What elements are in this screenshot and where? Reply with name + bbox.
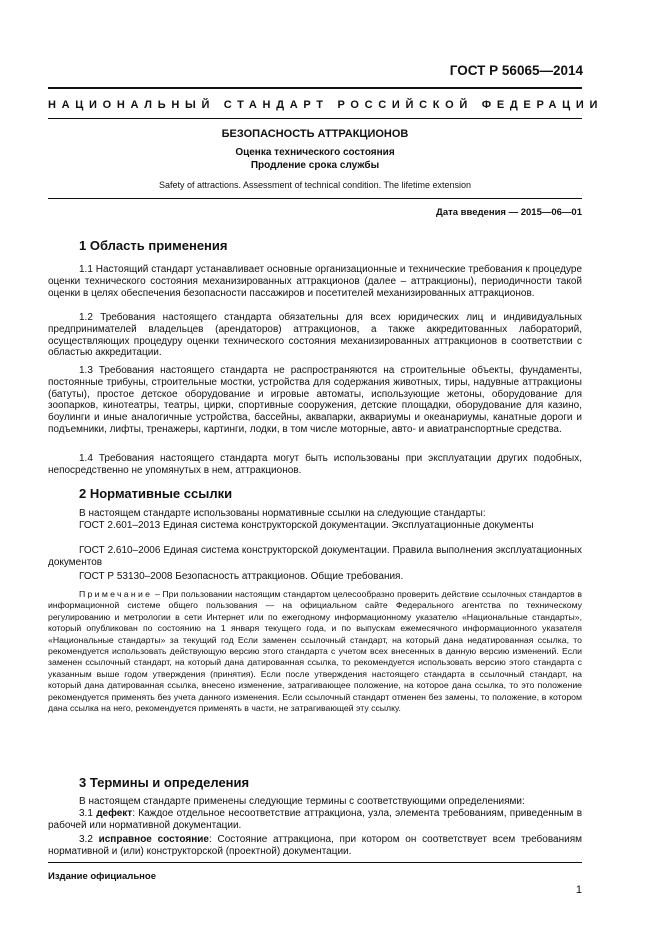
term-serviceable-state <box>48 834 582 858</box>
document-title: БЕЗОПАСНОСТЬ АТТРАКЦИОНОВ <box>221 128 409 140</box>
edition-label: Издание официальное <box>48 871 156 882</box>
document-subtitle-1: Оценка технического состояния <box>235 147 395 158</box>
reference-gost-2-601: ГОСТ 2.601–2013 Единая система конструкторской документации. Эксплуатационные документы <box>79 520 534 531</box>
section-3-heading: 3 Термины и определения <box>79 775 250 790</box>
term-definition: : Состояние аттракциона, при котором он соответствует всем требованиям нормативной и (или) конструкторской (проектной) документации. <box>48 834 582 857</box>
paragraph-1-4: 1.4 Требования настоящего стандарта могут быть использованы при эксплуатации других подобных, непосредственно не упомянутых в нем, аттракционов. <box>48 453 582 476</box>
english-title: Safety of attractions. Assessment of technical condition. The lifetime extension <box>159 180 471 190</box>
term-name: дефект <box>96 808 133 819</box>
national-standard-banner: НАЦИОНАЛЬНЫЙ СТАНДАРТ РОССИЙСКОЙ ФЕДЕРАЦИИ <box>48 99 604 111</box>
note-text: – При пользовании настоящим стандартом целесообразно проверить действие ссылочных стандартов в информационной системе общего пользования — на официальном сайте Федерального агентства по техническому регулированию и метрологии в сети Интернет или по ежегодному информационному указателю «Национальные стандарты», который опубликован по состоянию на 1 января текущего года, и по выпускам ежемесячного информационного указателя «Национальные стандарты» за текущий год Если заменен ссылочный стандарт, на который дана недатированная ссылка, то рекомендуется использовать действующую версию этого стандарта с учетом всех внесенных в данную версию изменений. Если заменен ссылочный стандарт, на который дана датированная ссылка, то рекомендуется использовать версию этого стандарта с указанным выше годом утверждения (принятия). Если после утверждения настоящего стандарта в ссылочный стандарт, на который дана датированная ссылка, внесено изменение, затрагивающее положение, на которое дана ссылка, то это положение рекомендуется применять без учета данного изменения. Если ссылочный стандарт отменен без замены, то положение, в котором дана ссылка на него, рекомендуется применять в части, не затрагивающей эту ссылку. <box>48 589 582 714</box>
footer-rule <box>48 862 582 863</box>
term-defect <box>48 808 582 832</box>
section-2-heading: 2 Нормативные ссылки <box>79 486 233 501</box>
paragraph-1-2: 1.2 Требования настоящего стандарта обязательны для всех юридических лиц и индивидуальных предпринимателей владельцев (арендаторов) аттракционов, а также аккредитованных лабораторий, осуществляющих процедуру оценки технического состояния механизированных аттракционов в соответствии с областью аккредитации. <box>48 312 582 359</box>
term-number: 3.2 <box>79 834 99 845</box>
title-rule <box>48 198 582 199</box>
introduction-date: Дата введения — 2015—06—01 <box>436 207 582 218</box>
paragraph-1-3: 1.3 Требования настоящего стандарта не распространяются на строительные объекты, фундаменты, постоянные трибуны, строительные мостки, устройства для содержания животных, тиры, надувные аттракционы (батуты), простое детское оборудование и игровые автоматы, использующие жетоны, оборудование для зоопарков, кинотеатры, театры, цирки, спортивные сооружения, детские площадки, оборудование для казино, боулинги и иные аналогичные устройства, бассейны, аквапарки, аквариумы и океанариумы, канатные дороги и подъемники, лифты, тренажеры, картинги, лодки, в том числе моторные, авто- и авиатранспортные средства. <box>48 365 582 435</box>
note-label: Примечание <box>79 589 153 599</box>
document-subtitle-2: Продление срока службы <box>250 160 380 171</box>
header-rule-thin <box>48 118 582 119</box>
terms-intro: В настоящем стандарте применены следующие термины с соответствующими определениями: <box>79 796 525 807</box>
header-rule-thick <box>48 87 582 89</box>
term-name: исправное состояние <box>98 834 209 845</box>
term-definition: : Каждое отдельное несоответствие аттракциона, узла, элемента требованиям, приведенным в рабочей или нормативной документации. <box>48 808 583 831</box>
section-1-heading: 1 Область применения <box>79 238 228 253</box>
standard-number: ГОСТ Р 56065—2014 <box>449 63 583 78</box>
references-note <box>48 589 582 714</box>
page-number: 1 <box>575 884 582 896</box>
reference-gost-r-53130: ГОСТ Р 53130–2008 Безопасность аттракционов. Общие требования. <box>79 571 404 582</box>
reference-gost-2-610: ГОСТ 2.610–2006 Единая система конструкторской документации. Правила выполнения эксплуатационных документов <box>48 545 582 568</box>
term-number: 3.1 <box>79 808 97 819</box>
paragraph-1-1: 1.1 Настоящий стандарт устанавливает основные организационные и технические требования к процедуре оценки технического состояния механизированных аттракционов (далее – аттракционы), периодичности такой оценки в целях обеспечения безопасности пассажиров и посетителей механизированных аттракционов. <box>48 264 582 299</box>
references-intro: В настоящем стандарте использованы нормативные ссылки на следующие стандарты: <box>79 508 486 519</box>
